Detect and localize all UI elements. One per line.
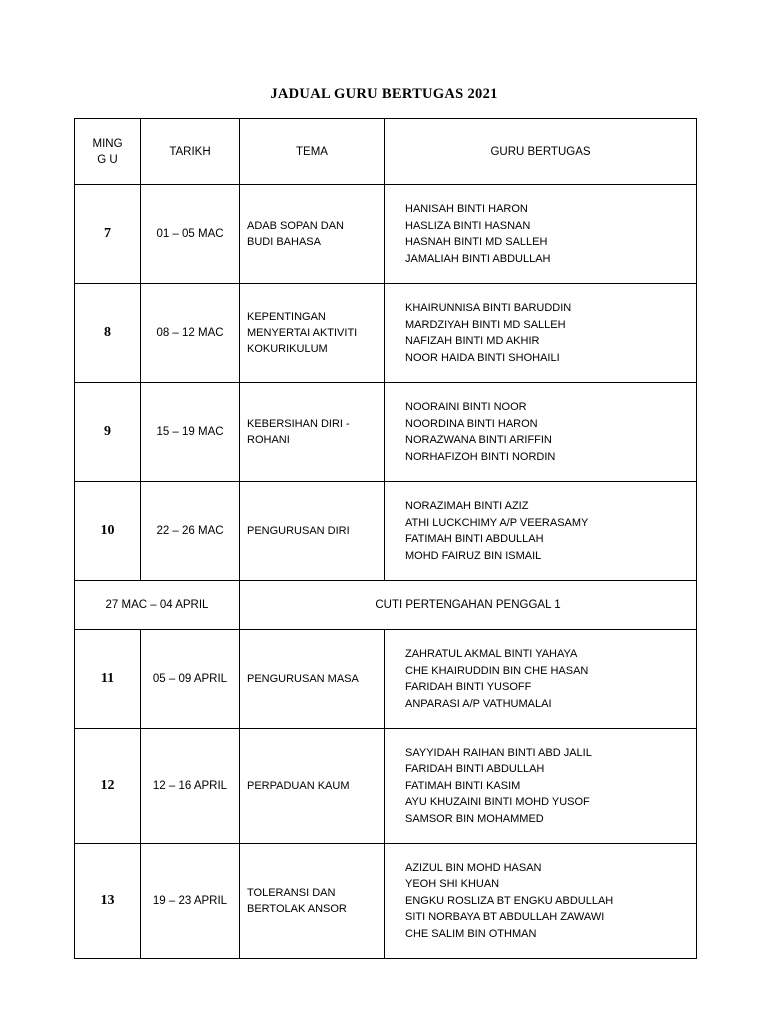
teachers-cell [385, 185, 697, 284]
teacher-name: FATIMAH BINTI ABDULLAH [405, 533, 544, 545]
teacher-name: SITI NORBAYA BT ABDULLAH ZAWAWI [405, 911, 605, 924]
page-title: JADUAL GURU BERTUGAS 2021 [270, 86, 498, 102]
theme-line: TOLERANSI DAN [247, 887, 336, 899]
theme-line: BUDI BAHASA [247, 236, 321, 248]
teacher-name: HANISAH BINTI HARON [405, 203, 528, 215]
week-number: 11 [75, 630, 141, 729]
table-row [75, 729, 697, 844]
teacher-name: YEOH SHI KHUAN [405, 878, 500, 891]
teacher-name: MOHD FAIRUZ BIN ISMAIL [405, 549, 542, 562]
teacher-name: NOORDINA BINTI HARON [405, 417, 538, 430]
date-range: 08 – 12 MAC [141, 284, 240, 383]
header-tarikh: TARIKH [141, 119, 240, 185]
teacher-name: ZAHRATUL AKMAL BINTI YAHAYA [405, 648, 578, 660]
break-date-range: 27 MAC – 04 APRIL [75, 581, 240, 630]
teacher-name: NOORAINI BINTI NOOR [405, 401, 527, 413]
theme-line: KEPENTINGAN [247, 311, 326, 323]
theme-cell [240, 383, 385, 482]
table-row [75, 482, 697, 581]
header-guru-bertugas: GURU BERTUGAS [385, 119, 697, 185]
break-row [75, 581, 697, 630]
week-number: 9 [75, 383, 141, 482]
teacher-name: ENGKU ROSLIZA BT ENGKU ABDULLAH [405, 894, 614, 907]
header-minggu: MINGG U [75, 119, 141, 185]
teachers-cell [385, 383, 697, 482]
theme-line: KOKURIKULUM [247, 343, 328, 355]
theme-line: BERTOLAK ANSOR [247, 903, 347, 915]
teacher-name: NOOR HAIDA BINTI SHOHAILI [405, 351, 560, 364]
table-row [75, 844, 697, 959]
teacher-name: NORAZWANA BINTI ARIFFIN [405, 434, 552, 446]
teacher-name: FATIMAH BINTI KASIM [405, 779, 521, 792]
week-number: 8 [75, 284, 141, 383]
theme-line: PENGURUSAN MASA [247, 673, 359, 685]
theme-line: PERPADUAN KAUM [247, 780, 350, 792]
teacher-name: FARIDAH BINTI YUSOFF [405, 681, 532, 693]
theme-cell [240, 284, 385, 383]
teacher-name: NORHAFIZOH BINTI NORDIN [405, 450, 556, 463]
teacher-name: KHAIRUNNISA BINTI BARUDDIN [405, 302, 572, 314]
teachers-cell [385, 482, 697, 581]
week-number: 10 [75, 482, 141, 581]
break-label: CUTI PERTENGAHAN PENGGAL 1 [240, 581, 697, 630]
teacher-name: AYU KHUZAINI BINTI MOHD YUSOF [405, 796, 590, 809]
theme-line: KEBERSIHAN DIRI - [247, 418, 350, 430]
theme-line: PENGURUSAN DIRI [247, 525, 350, 537]
date-range: 01 – 05 MAC [141, 185, 240, 284]
theme-line: ADAB SOPAN DAN [247, 220, 344, 232]
teachers-cell [385, 630, 697, 729]
table-row [75, 185, 697, 284]
week-number: 7 [75, 185, 141, 284]
table-row [75, 630, 697, 729]
teacher-name: NAFIZAH BINTI MD AKHIR [405, 335, 540, 347]
theme-cell [240, 729, 385, 844]
table-row [75, 383, 697, 482]
week-number: 12 [75, 729, 141, 844]
teacher-name: AZIZUL BIN MOHD HASAN [405, 861, 542, 874]
theme-line: ROHANI [247, 434, 290, 446]
table-header-row [75, 119, 697, 185]
header-tema: TEMA [240, 119, 385, 185]
teachers-cell [385, 729, 697, 844]
teacher-name: MARDZIYAH BINTI MD SALLEH [405, 318, 566, 331]
teacher-name: JAMALIAH BINTI ABDULLAH [405, 252, 551, 265]
teacher-name: CHE KHAIRUDDIN BIN CHE HASAN [405, 664, 589, 677]
date-range: 22 – 26 MAC [141, 482, 240, 581]
teacher-name: FARIDAH BINTI ABDULLAH [405, 763, 545, 776]
theme-cell [240, 844, 385, 959]
theme-cell [240, 185, 385, 284]
teacher-name: ATHI LUCKCHIMY A/P VEERASAMY [405, 516, 589, 529]
teacher-name: HASLIZA BINTI HASNAN [405, 219, 531, 232]
date-range: 12 – 16 APRIL [141, 729, 240, 844]
week-number: 13 [75, 844, 141, 959]
teacher-name: SAMSOR BIN MOHAMMED [405, 812, 544, 825]
teacher-name: SAYYIDAH RAIHAN BINTI ABD JALIL [405, 746, 592, 759]
date-range: 19 – 23 APRIL [141, 844, 240, 959]
teacher-name: CHE SALIM BIN OTHMAN [405, 927, 537, 940]
date-range: 15 – 19 MAC [141, 383, 240, 482]
teacher-name: HASNAH BINTI MD SALLEH [405, 236, 548, 248]
theme-cell [240, 630, 385, 729]
teachers-cell [385, 844, 697, 959]
theme-line: MENYERTAI AKTIVITI [247, 327, 358, 339]
duty-schedule-table [74, 118, 697, 959]
table-row [75, 284, 697, 383]
teacher-name: NORAZIMAH BINTI AZIZ [405, 500, 529, 512]
teachers-cell [385, 284, 697, 383]
theme-cell [240, 482, 385, 581]
teacher-name: ANPARASI A/P VATHUMALAI [405, 697, 552, 710]
date-range: 05 – 09 APRIL [141, 630, 240, 729]
